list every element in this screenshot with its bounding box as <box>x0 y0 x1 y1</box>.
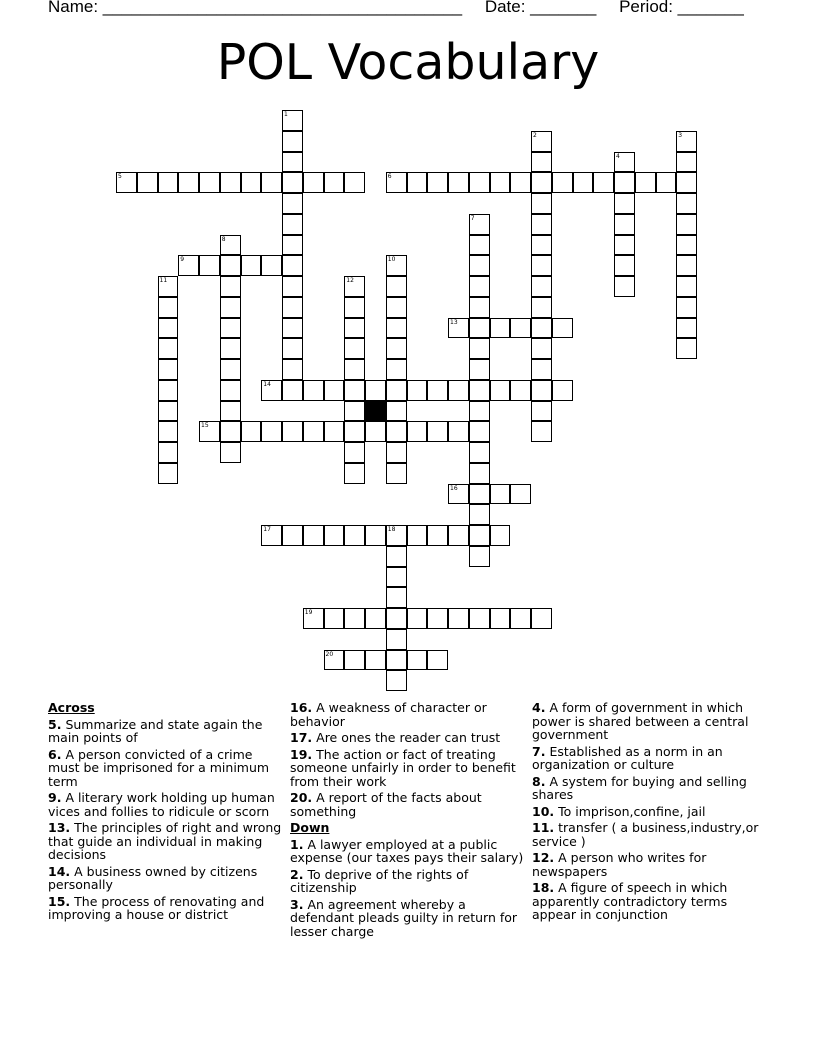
grid-cell[interactable] <box>469 297 490 318</box>
grid-cell[interactable] <box>676 235 697 256</box>
grid-cell[interactable] <box>656 172 677 193</box>
grid-cell[interactable] <box>344 380 365 401</box>
grid-cell[interactable] <box>469 214 490 235</box>
grid-cell[interactable] <box>490 318 511 339</box>
grid-cell[interactable] <box>469 338 490 359</box>
grid-cell[interactable] <box>282 380 303 401</box>
grid-cell[interactable] <box>469 255 490 276</box>
page-title: POL Vocabulary <box>216 34 600 91</box>
clue-number: 10 <box>387 256 396 264</box>
grid-cell[interactable] <box>676 338 697 359</box>
across-heading: Across <box>48 700 95 715</box>
clue-down-18: 18. A figure of speech in which apparently contradictory terms appear in conjunction <box>532 880 728 922</box>
grid-cell[interactable] <box>490 484 511 505</box>
grid-cell[interactable] <box>407 421 428 442</box>
grid-cell[interactable] <box>614 255 635 276</box>
grid-cell[interactable] <box>510 172 531 193</box>
grid-cell[interactable] <box>158 359 179 380</box>
period-label: Period: _______ <box>619 0 744 16</box>
clue-number: 2 <box>533 131 537 139</box>
grid-cell[interactable] <box>344 276 365 297</box>
grid-cell[interactable] <box>614 214 635 235</box>
clue-down-3: 3. An agreement whereby a defendant pleads guilty in return for lesser charge <box>290 896 518 939</box>
grid-cell[interactable] <box>344 463 365 484</box>
grid-cell[interactable] <box>386 546 407 567</box>
clue-across-19: 19. The action or fact of treating someone unfairly in order to benefit from their work <box>290 746 516 789</box>
grid-cell[interactable] <box>158 297 179 318</box>
clue-across-5: 5. Summarize and state again the main points of <box>48 716 263 745</box>
grid-cell[interactable] <box>676 193 697 214</box>
grid-cell[interactable] <box>386 608 407 629</box>
grid-cell[interactable] <box>282 214 303 235</box>
grid-cell[interactable] <box>469 504 490 525</box>
grid-cell[interactable] <box>344 318 365 339</box>
grid-cell[interactable] <box>531 401 552 422</box>
grid-cell[interactable] <box>531 214 552 235</box>
grid-cell[interactable] <box>158 421 179 442</box>
grid-cell[interactable] <box>282 421 303 442</box>
grid-cell[interactable] <box>490 172 511 193</box>
clue-number: 4 <box>616 152 620 160</box>
grid-cell[interactable] <box>282 131 303 152</box>
grid-cell[interactable] <box>407 525 428 546</box>
grid-cell[interactable] <box>427 650 448 671</box>
grid-cell[interactable] <box>614 152 635 173</box>
clue-down-8: 8. A system for buying and selling shares <box>532 773 747 802</box>
grid-cell[interactable] <box>241 255 262 276</box>
grid-cell[interactable] <box>552 318 573 339</box>
grid-cell[interactable] <box>510 318 531 339</box>
clues-column-2 <box>290 701 526 941</box>
grid-cell[interactable] <box>531 297 552 318</box>
grid-cell[interactable] <box>386 525 407 546</box>
grid-cell[interactable] <box>282 235 303 256</box>
grid-cell[interactable] <box>220 359 241 380</box>
grid-cell[interactable] <box>282 193 303 214</box>
grid-cell[interactable] <box>469 442 490 463</box>
grid-cell[interactable] <box>324 650 345 671</box>
clue-number: 19 <box>304 609 313 616</box>
grid-cell[interactable] <box>324 421 345 442</box>
grid-cell[interactable] <box>427 608 448 629</box>
grid-cell[interactable] <box>158 338 179 359</box>
grid-cell[interactable] <box>531 193 552 214</box>
clue-down-4: 4. A form of government in which power is shared between a central government <box>532 700 749 742</box>
grid-cell[interactable] <box>282 152 303 173</box>
grid-cell[interactable] <box>469 276 490 297</box>
grid-cell[interactable] <box>490 525 511 546</box>
grid-cell[interactable] <box>365 525 386 546</box>
grid-cell[interactable] <box>261 255 282 276</box>
grid-cell[interactable] <box>469 421 490 442</box>
clue-down-2: 2. To deprive of the rights of citizenship <box>290 866 469 895</box>
grid-cell[interactable] <box>220 421 241 442</box>
grid-cell[interactable] <box>469 359 490 380</box>
grid-cell[interactable] <box>469 172 490 193</box>
grid-cell[interactable] <box>531 380 552 401</box>
grid-cell[interactable] <box>469 546 490 567</box>
grid-cell[interactable] <box>552 172 573 193</box>
grid-cell[interactable] <box>407 380 428 401</box>
grid-cell[interactable] <box>220 297 241 318</box>
grid-cell[interactable] <box>614 193 635 214</box>
grid-cell[interactable] <box>469 380 490 401</box>
grid-cell[interactable] <box>531 359 552 380</box>
grid-cell[interactable] <box>386 380 407 401</box>
clue-number: 12 <box>346 277 354 284</box>
grid-cell[interactable] <box>407 172 428 193</box>
grid-cell[interactable] <box>220 276 241 297</box>
grid-cell[interactable] <box>469 318 490 339</box>
grid-cell[interactable] <box>448 421 469 442</box>
grid-cell[interactable] <box>324 172 345 193</box>
grid-cell[interactable] <box>158 318 179 339</box>
clue-number: 11 <box>159 277 168 284</box>
grid-cell[interactable] <box>386 318 407 339</box>
grid-cell[interactable] <box>261 525 282 546</box>
grid-cell[interactable] <box>303 172 324 193</box>
grid-cell[interactable] <box>676 214 697 235</box>
grid-cell[interactable] <box>490 608 511 629</box>
grid-cell[interactable] <box>241 172 262 193</box>
grid-cell[interactable] <box>386 463 407 484</box>
grid-cell[interactable] <box>324 525 345 546</box>
grid-cell[interactable] <box>552 380 573 401</box>
grid-cell[interactable] <box>241 421 262 442</box>
grid-cell[interactable] <box>386 442 407 463</box>
grid-cell[interactable] <box>158 401 179 422</box>
clue-across-6: 6. A person convicted of a crime must be imprisoned for a minimum term <box>48 746 270 789</box>
grid-cell[interactable] <box>282 525 303 546</box>
grid-cell[interactable] <box>282 255 303 276</box>
grid-cell[interactable] <box>261 421 282 442</box>
grid-cell[interactable] <box>365 608 386 629</box>
grid-cell[interactable] <box>531 131 552 152</box>
grid-cell[interactable] <box>676 276 697 297</box>
grid-cell[interactable] <box>407 650 428 671</box>
grid-cell[interactable] <box>531 318 552 339</box>
grid-cell[interactable] <box>386 587 407 608</box>
grid-cell[interactable] <box>324 380 345 401</box>
grid-cell[interactable] <box>676 152 697 173</box>
grid-cell[interactable] <box>386 255 407 276</box>
clue-number: 17 <box>263 526 271 533</box>
clue-number: 16 <box>450 484 458 492</box>
grid-cell[interactable] <box>448 172 469 193</box>
grid-cell[interactable] <box>386 359 407 380</box>
clue-number: 8 <box>221 235 226 243</box>
grid-cell[interactable] <box>344 401 365 422</box>
grid-cell[interactable] <box>344 172 365 193</box>
grid-cell[interactable] <box>614 235 635 256</box>
grid-cell[interactable] <box>386 338 407 359</box>
grid-cell[interactable] <box>386 401 407 422</box>
grid-cell[interactable] <box>344 359 365 380</box>
clue-number: 13 <box>450 318 458 326</box>
grid-cell[interactable] <box>635 172 656 193</box>
clue-down-11: 11. transfer ( a business,industry,or service ) <box>532 820 759 849</box>
grid-cell[interactable] <box>510 484 531 505</box>
grid-cell[interactable] <box>344 650 365 671</box>
grid-cell[interactable] <box>158 380 179 401</box>
grid-cell[interactable] <box>510 380 531 401</box>
grid-cell[interactable] <box>282 359 303 380</box>
grid-cell[interactable] <box>386 421 407 442</box>
grid-cell[interactable] <box>365 650 386 671</box>
grid-cell[interactable] <box>593 172 614 193</box>
grid-cell[interactable] <box>531 421 552 442</box>
grid-cell[interactable] <box>676 297 697 318</box>
grid-cell[interactable] <box>469 608 490 629</box>
grid-cell[interactable] <box>220 255 241 276</box>
grid-cell[interactable] <box>282 318 303 339</box>
clue-across-20: 20. A report of the facts about something <box>290 790 482 819</box>
grid-cell[interactable] <box>365 380 386 401</box>
grid-cell[interactable] <box>220 172 241 193</box>
clue-number: 18 <box>387 526 396 533</box>
clue-number: 7 <box>470 214 475 222</box>
grid-cell[interactable] <box>448 608 469 629</box>
clue-across-9: 9. A literary work holding up human vices and follies to ridicule or scorn <box>48 790 275 819</box>
grid-cell[interactable] <box>199 421 220 442</box>
clue-down-1: 1. A lawyer employed at a public expense (our taxes pays their salary) <box>290 836 524 865</box>
grid-cell[interactable] <box>282 172 303 193</box>
grid-cell[interactable] <box>178 172 199 193</box>
clue-across-13: 13. The principles of right and wrong that guide an individual in making decisions <box>48 820 282 862</box>
grid-cell[interactable] <box>469 484 490 505</box>
grid-cell[interactable] <box>344 608 365 629</box>
clue-number: 9 <box>180 256 185 264</box>
clues-column-1 <box>48 701 286 925</box>
grid-cell[interactable] <box>386 629 407 650</box>
grid-cell[interactable] <box>448 484 469 505</box>
grid-cell[interactable] <box>386 670 407 691</box>
grid-cell[interactable] <box>344 442 365 463</box>
grid-cell[interactable] <box>282 297 303 318</box>
grid-cell[interactable] <box>531 608 552 629</box>
clue-number: 1 <box>284 111 288 118</box>
grid-cell[interactable] <box>427 172 448 193</box>
clue-down-12: 12. A person who writes for newspapers <box>532 850 707 879</box>
grid-cell[interactable] <box>676 131 697 152</box>
clues-column-3 <box>532 701 772 925</box>
grid-cell[interactable] <box>469 401 490 422</box>
grid-cell[interactable] <box>573 172 594 193</box>
grid-cell[interactable] <box>220 318 241 339</box>
grid-cell[interactable] <box>490 380 511 401</box>
grid-cell[interactable] <box>427 380 448 401</box>
grid-cell[interactable] <box>344 338 365 359</box>
grid-cell[interactable] <box>469 525 490 546</box>
clue-number: 6 <box>387 173 392 181</box>
grid-cell[interactable] <box>676 172 697 193</box>
grid-cell[interactable] <box>282 338 303 359</box>
grid-cell[interactable] <box>158 172 179 193</box>
grid-cell[interactable] <box>220 235 241 256</box>
grid-cell[interactable] <box>199 172 220 193</box>
grid-cell[interactable] <box>427 525 448 546</box>
grid-cell[interactable] <box>407 608 428 629</box>
grid-cell[interactable] <box>220 380 241 401</box>
grid-cell[interactable] <box>158 463 179 484</box>
grid-cell[interactable] <box>158 276 179 297</box>
clue-number: 14 <box>263 380 271 388</box>
grid-cell[interactable] <box>386 172 407 193</box>
name-label: Name: ______________________________________ <box>48 0 463 16</box>
grid-cell[interactable] <box>324 608 345 629</box>
grid-cell[interactable] <box>261 172 282 193</box>
grid-cell[interactable] <box>676 318 697 339</box>
grid-cell[interactable] <box>344 525 365 546</box>
clue-across-17: 17. Are ones the reader can trust <box>290 730 501 745</box>
clue-number: 20 <box>325 650 334 658</box>
grid-cell[interactable] <box>614 276 635 297</box>
clue-number: 5 <box>118 173 122 181</box>
grid-cell[interactable] <box>303 608 324 629</box>
grid-cell[interactable] <box>531 152 552 173</box>
grid-cell[interactable] <box>448 525 469 546</box>
grid-cell[interactable] <box>448 380 469 401</box>
clue-across-15: 15. The process of renovating and improving a house or district <box>48 893 265 922</box>
grid-cell[interactable] <box>531 235 552 256</box>
grid-cell[interactable] <box>220 401 241 422</box>
grid-cell[interactable] <box>427 421 448 442</box>
grid-cell[interactable] <box>220 338 241 359</box>
grid-cell[interactable] <box>199 255 220 276</box>
grid-cell[interactable] <box>386 567 407 588</box>
grid-cell[interactable] <box>158 442 179 463</box>
grid-cell[interactable] <box>282 110 303 131</box>
grid-cell[interactable] <box>344 421 365 442</box>
grid-cell[interactable] <box>510 608 531 629</box>
clue-across-16: 16. A weakness of character or behavior <box>290 700 487 729</box>
grid-cell[interactable] <box>344 297 365 318</box>
grid-cell[interactable] <box>365 421 386 442</box>
clue-across-14: 14. A business owned by citizens personally <box>48 863 258 892</box>
grid-cell[interactable] <box>386 297 407 318</box>
grid-cell[interactable] <box>303 525 324 546</box>
grid-cell[interactable] <box>137 172 158 193</box>
grid-cell[interactable] <box>614 172 635 193</box>
clue-number: 15 <box>201 422 209 430</box>
grid-cell[interactable] <box>261 380 282 401</box>
grid-cell[interactable] <box>178 255 199 276</box>
grid-black-cell <box>365 401 386 422</box>
grid-cell[interactable] <box>116 172 137 193</box>
grid-cell[interactable] <box>448 318 469 339</box>
grid-cell[interactable] <box>469 463 490 484</box>
grid-cell[interactable] <box>531 276 552 297</box>
clue-down-10: 10. To imprison,confine, jail <box>532 803 706 819</box>
grid-cell[interactable] <box>386 276 407 297</box>
grid-cell[interactable] <box>531 338 552 359</box>
grid-cell[interactable] <box>282 276 303 297</box>
grid-cell[interactable] <box>469 235 490 256</box>
date-label: Date: _______ <box>484 0 597 16</box>
grid-cell[interactable] <box>220 442 241 463</box>
grid-cell[interactable] <box>531 172 552 193</box>
clue-down-7: 7. Established as a norm in an organization or culture <box>532 743 723 772</box>
clue-number: 3 <box>678 131 683 139</box>
grid-cell[interactable] <box>303 421 324 442</box>
grid-cell[interactable] <box>386 650 407 671</box>
down-heading: Down <box>290 820 330 835</box>
grid-cell[interactable] <box>303 380 324 401</box>
grid-cell[interactable] <box>676 255 697 276</box>
grid-cell[interactable] <box>531 255 552 276</box>
